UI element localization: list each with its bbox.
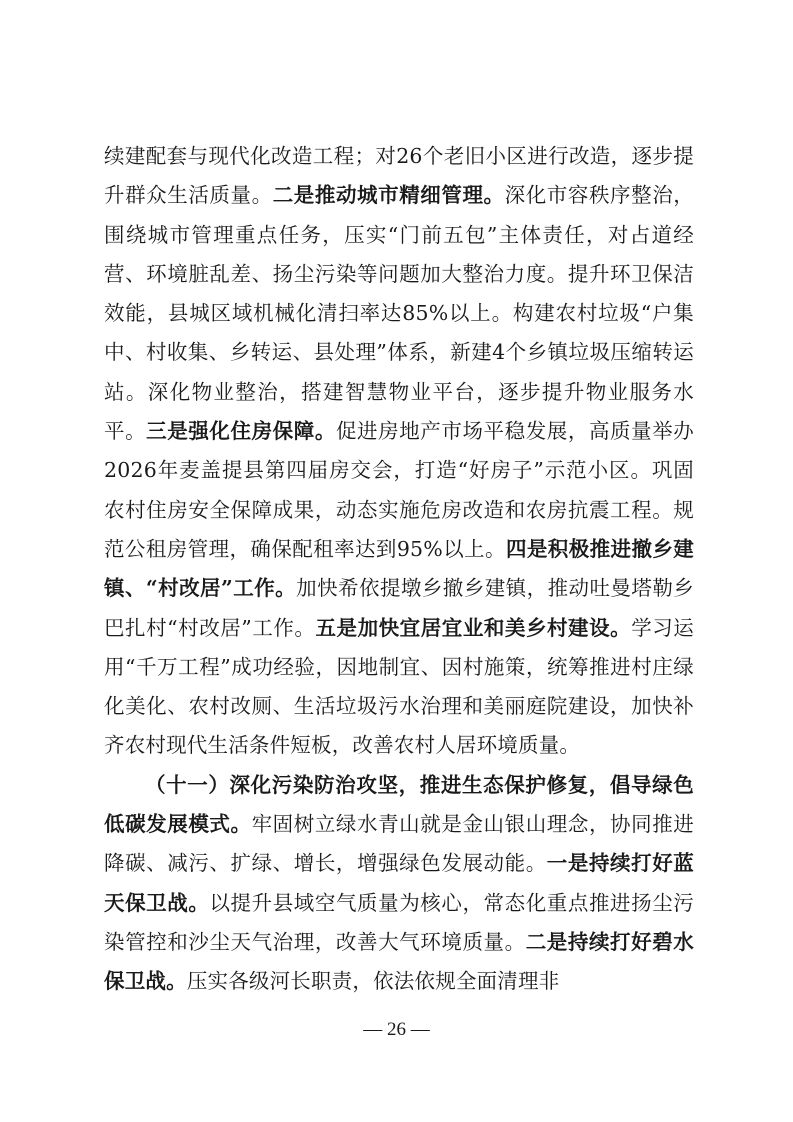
text-segment: 学习运用“千万工程”成功经验，因地制宜、因村施策，统筹推进村庄绿化美化、农村改厕、生活垃圾污水治理和美丽庭院建设，加快补齐农村现代生活条件短板，改善农村人居环境质量。 bbox=[104, 615, 694, 758]
text-segment: 加快希依提墩乡撤乡建镇，推动吐曼塔勒乡巴扎村“村改居”工作。 bbox=[104, 576, 694, 640]
text-segment: 深化市容秩序整治，围绕城市管理重点任务，压实“门前五包”主体责任，对占道经营、环境脏乱差、扬尘污染等问题加大整治力度。提升环卫保洁效能，县城区域机械化清扫率达85%以上。构建农村垃圾“户集中、村收集、乡转运、县处理”体系，新建4个乡镇垃圾压缩转运站。深化物业整治，搭建智慧物业平台，逐步提升物业服务水平。 bbox=[104, 183, 694, 444]
heading-section-eleven: （十一）深化污染防治攻坚，推进生态保护修复，倡导绿色低碳发展模式。 bbox=[104, 772, 694, 837]
heading-refined-urban-management: 二是推动城市精细管理。 bbox=[272, 183, 505, 208]
text-segment: 以提升县域空气质量为核心，常态化重点推进扬尘污染管控和沙尘天气治理，改善大气环境质量。 bbox=[104, 890, 695, 954]
heading-clear-water: 二是持续打好碧水保卫战。 bbox=[104, 929, 694, 994]
paragraph-urban-management bbox=[104, 137, 694, 766]
text-segment: 促进房地产市场平稳发展，高质量举办2026年麦盖提县第四届房交会，打造“好房子”示范小区。巩固农村住房安全保障成果，动态实施危房改造和农房抗震工程。规范公租房管理，确保配租率达到95%以上。 bbox=[104, 419, 694, 561]
text-segment: 压实各级河长职责，依法依规全面清理非 bbox=[186, 969, 560, 994]
page-number: — 26 — bbox=[363, 1019, 430, 1040]
heading-township-to-town: 四是积极推进撤乡建镇、“村改居”工作。 bbox=[104, 536, 694, 601]
heading-housing-security: 三是强化住房保障。 bbox=[146, 419, 336, 444]
text-segment: 续建配套与现代化改造工程；对26个老旧小区进行改造，逐步提升群众生活质量。 bbox=[104, 144, 694, 208]
paragraph-pollution-control bbox=[104, 766, 694, 1002]
body-text bbox=[104, 137, 694, 1002]
heading-blue-sky: 一是持续打好蓝天保卫战。 bbox=[104, 851, 694, 915]
text-segment: 牢固树立绿水青山就是金山银山理念，协同推进降碳、减污、扩绿、增长，增强绿色发展动能。 bbox=[104, 812, 694, 876]
heading-livable-villages: 五是加快宜居宜业和美乡村建设。 bbox=[315, 615, 632, 640]
